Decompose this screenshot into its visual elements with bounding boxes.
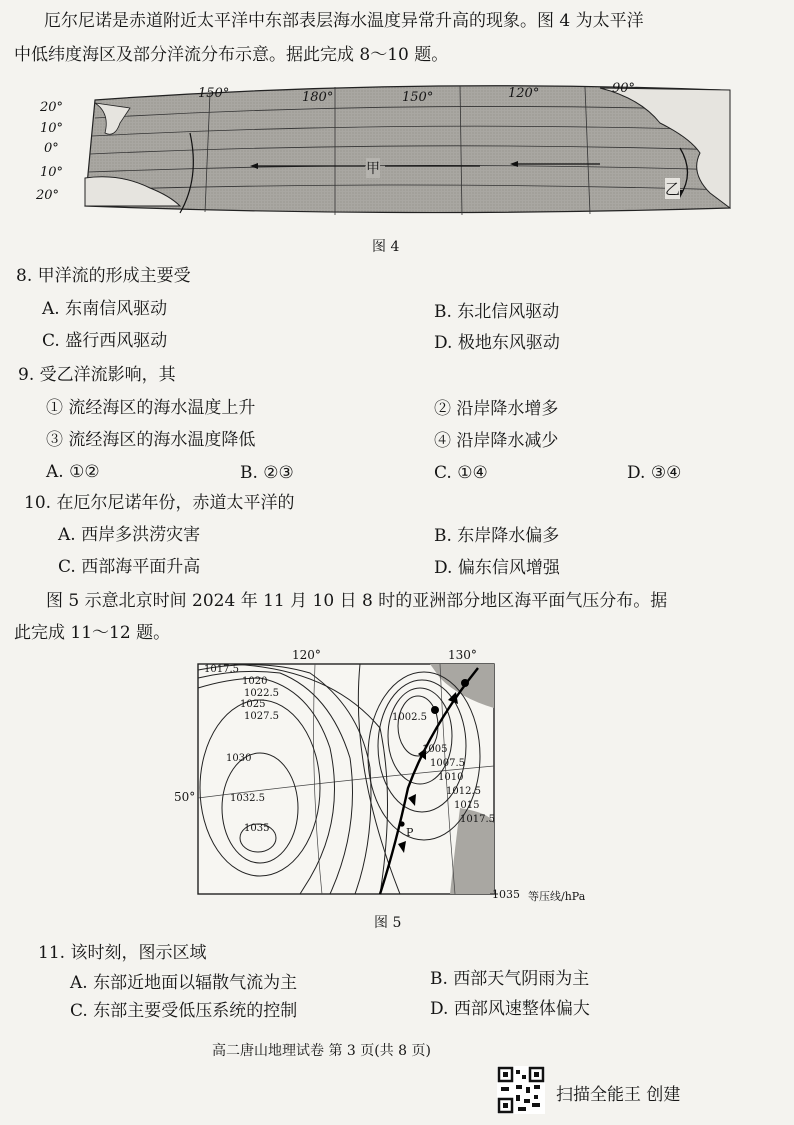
q11-option-d: D. 西部风速整体偏大	[430, 999, 590, 1019]
current-label-yi: 乙	[665, 180, 681, 198]
lon-label-180: 180°	[302, 90, 334, 105]
lon-label-150w: 150°	[198, 86, 230, 101]
q11-option-c: C. 东部主要受低压系统的控制	[70, 1001, 298, 1021]
isobar-label: 1007.5	[430, 758, 465, 769]
q9-option-d: D. ③④	[627, 463, 682, 483]
lon-label-90: 90°	[612, 81, 636, 96]
lat-label-10n: 10°	[40, 121, 64, 136]
fig5-lat-50: 50°	[174, 790, 196, 804]
q8-option-c: C. 盛行西风驱动	[42, 331, 168, 351]
fig5-lon-130: 130°	[448, 648, 477, 662]
legend-isobar-text: 等压线/hPa	[528, 890, 586, 903]
q8-option-b: B. 东北信风驱动	[434, 302, 560, 322]
q11-stem: 11. 该时刻，图示区域	[38, 943, 207, 963]
q8-option-a: A. 东南信风驱动	[42, 299, 168, 319]
isobar-label: 1005	[422, 744, 448, 755]
q9-stem: 9. 受乙洋流影响，其	[18, 365, 176, 385]
isobar-label: 1032.5	[230, 793, 265, 804]
intro1-line2: 中低纬度海区及部分洋流分布示意。据此完成 8～10 题。	[14, 45, 449, 65]
q9-option-b: B. ②③	[240, 463, 294, 483]
lon-label-150e: 150°	[402, 90, 434, 105]
current-label-jia: 甲	[366, 158, 380, 178]
isobar-label: 1017.5	[460, 814, 495, 825]
q9-statement-1: ① 流经海区的海水温度上升	[46, 398, 256, 418]
q10-option-c: C. 西部海平面升高	[58, 557, 201, 577]
isobar-label: 1015	[454, 800, 480, 811]
scanner-watermark-text: 扫描全能王 创建	[556, 1085, 681, 1105]
figure-4-map	[36, 78, 750, 228]
lat-label-20s: 20°	[36, 188, 60, 203]
page-footer: 高二唐山地理试卷 第 3 页(共 8 页)	[212, 1043, 431, 1059]
q9-option-c: C. ①④	[434, 463, 488, 483]
isobar-label: 1017.5	[204, 664, 239, 675]
legend-isobar-value: 1035	[492, 888, 520, 901]
lon-label-120: 120°	[508, 86, 540, 101]
qr-code-icon	[497, 1066, 545, 1114]
isobar-label: 1022.5	[244, 688, 279, 699]
q9-statement-4: ④ 沿岸降水减少	[434, 431, 559, 451]
point-p-label: P	[406, 826, 414, 839]
q8-stem: 8. 甲洋流的形成主要受	[16, 266, 191, 286]
figure-4-caption: 图 4	[372, 239, 400, 255]
intro2-line2: 此完成 11～12 题。	[14, 623, 171, 643]
intro1-line1: 厄尔尼诺是赤道附近太平洋中东部表层海水温度异常升高的现象。图 4 为太平洋	[44, 11, 644, 31]
q9-statement-2: ② 沿岸降水增多	[434, 399, 559, 419]
isobar-label: 1027.5	[244, 711, 279, 722]
isobar-label: 1012.5	[446, 786, 481, 797]
isobar-label: 1035	[244, 823, 270, 834]
isobar-label: 1020	[242, 676, 268, 687]
lat-label-20n: 20°	[40, 100, 64, 115]
isobar-label: 1030	[226, 753, 252, 764]
q10-option-d: D. 偏东信风增强	[434, 558, 560, 578]
intro2-line1: 图 5 示意北京时间 2024 年 11 月 10 日 8 时的亚洲部分地区海平面气压分布。据	[46, 591, 668, 611]
q10-option-b: B. 东岸降水偏多	[434, 526, 560, 546]
q10-stem: 10. 在厄尔尼诺年份，赤道太平洋的	[24, 493, 295, 513]
isobar-label: 1025	[240, 699, 266, 710]
q10-option-a: A. 西岸多洪涝灾害	[58, 525, 201, 545]
isobar-label: 1002.5	[392, 712, 427, 723]
figure-5-caption: 图 5	[374, 915, 402, 931]
q9-statement-3: ③ 流经海区的海水温度降低	[46, 430, 256, 450]
q9-option-a: A. ①②	[46, 462, 100, 482]
lat-label-10s: 10°	[40, 165, 64, 180]
q11-option-b: B. 西部天气阴雨为主	[430, 969, 590, 989]
isobar-label: 1010	[438, 772, 464, 783]
q8-option-d: D. 极地东风驱动	[434, 333, 560, 353]
q11-option-a: A. 东部近地面以辐散气流为主	[70, 973, 298, 993]
lat-label-0: 0°	[44, 141, 59, 156]
figure-5-pressure-map	[160, 648, 610, 913]
fig5-lon-120: 120°	[292, 648, 321, 662]
